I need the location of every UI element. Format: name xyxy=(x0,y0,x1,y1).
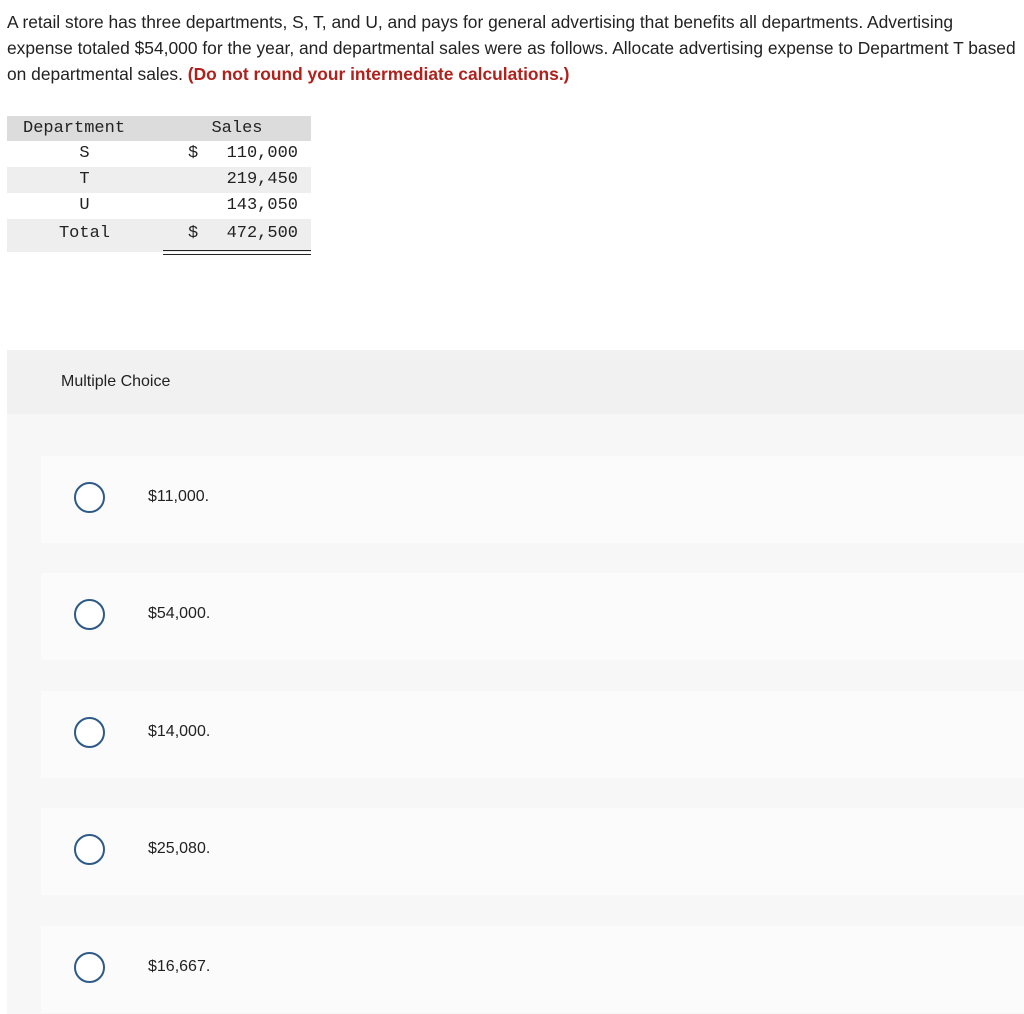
sales-cell xyxy=(163,193,311,219)
dept-cell: U xyxy=(79,196,90,215)
table-row xyxy=(7,193,311,219)
sales-cell xyxy=(163,167,311,193)
sales-value: 219,450 xyxy=(226,170,298,189)
currency-symbol: $ xyxy=(188,224,199,243)
header-department: Department xyxy=(23,119,126,138)
radio-button[interactable] xyxy=(74,834,105,865)
total-label: Total xyxy=(58,224,110,243)
radio-button[interactable] xyxy=(74,952,105,983)
multiple-choice-panel xyxy=(7,350,1024,1014)
choice-option-2[interactable] xyxy=(41,573,1024,660)
header-sales: Sales xyxy=(211,119,263,138)
total-sales-value: 472,500 xyxy=(226,224,298,243)
sales-cell xyxy=(163,141,311,167)
dept-cell: S xyxy=(79,144,90,163)
choice-option-1[interactable] xyxy=(41,456,1024,543)
choice-label: $25,080. xyxy=(148,840,211,857)
radio-button[interactable] xyxy=(74,482,105,513)
sales-table xyxy=(7,116,311,252)
multiple-choice-title: Multiple Choice xyxy=(61,373,171,390)
radio-button[interactable] xyxy=(74,717,105,748)
radio-button[interactable] xyxy=(74,599,105,630)
table-total-row xyxy=(7,219,311,252)
total-double-rule xyxy=(163,250,311,255)
table-row xyxy=(7,167,311,193)
choice-option-3[interactable] xyxy=(41,691,1024,778)
table-row xyxy=(7,141,311,167)
choice-label: $14,000. xyxy=(148,723,211,740)
sales-value: 110,000 xyxy=(226,144,298,163)
total-sales-cell xyxy=(163,219,311,252)
choice-label: $16,667. xyxy=(148,958,211,975)
question-text xyxy=(7,9,1019,87)
choice-label: $11,000. xyxy=(148,488,210,505)
question-emphasis: (Do not round your intermediate calculations.) xyxy=(187,64,570,84)
choice-option-4[interactable] xyxy=(41,808,1024,895)
choice-label: $54,000. xyxy=(148,605,211,622)
choice-option-5[interactable] xyxy=(41,926,1024,1013)
sales-value: 143,050 xyxy=(226,196,298,215)
currency-symbol: $ xyxy=(188,144,199,163)
dept-cell: T xyxy=(79,170,90,189)
table-header-row xyxy=(7,116,311,141)
question-body: A retail store has three departments, S, T, and U, and pays for general advertising that benefits all departments. Advertising expense totaled $54,000 for the year, and departmental sales were as follows. Allocate advertising expense to Department T based on departmental sales. xyxy=(7,12,1016,84)
multiple-choice-header xyxy=(7,350,1024,414)
